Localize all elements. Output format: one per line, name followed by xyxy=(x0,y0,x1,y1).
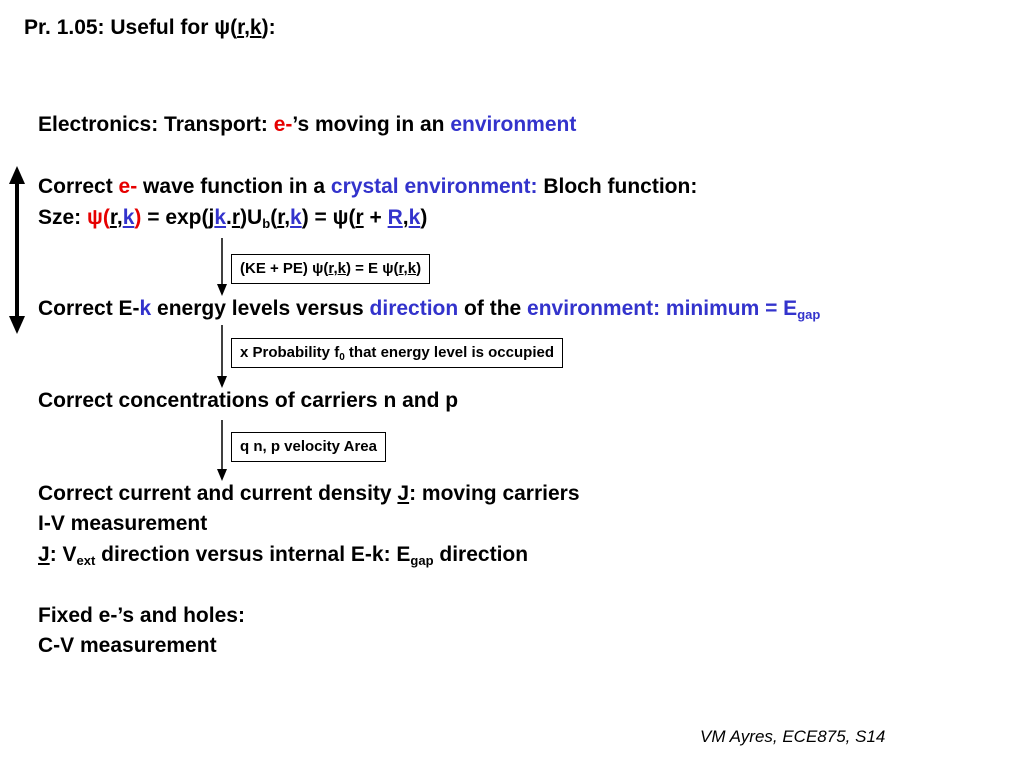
psi-symbol: ψ xyxy=(214,16,231,39)
ek-line: Correct E-k energy levels versus direction of the environment: minimum = $E_{gap}$ xyxy=(38,297,821,322)
cv-line: C-V measurement xyxy=(38,634,217,657)
current-line: Correct current and current density J: moving carriers xyxy=(38,482,580,505)
schrodinger-box: (KE + PE) ψ(r,k) = E ψ(r,k) xyxy=(231,254,430,284)
probability-box: x Probability $f_0$ that energy level is occupied xyxy=(231,338,563,368)
concentrations-line: Correct concentrations of carriers n and p xyxy=(38,389,459,412)
bloch-line: Correct e- wave function in a crystal environment: Bloch function: xyxy=(38,175,698,198)
iv-line: I-V measurement xyxy=(38,512,208,535)
footer-credit: VM Ayres, ECE875, S14 xyxy=(700,727,886,746)
fixed-line: Fixed e-’s and holes: xyxy=(38,604,245,627)
double-arrow-icon xyxy=(9,166,25,334)
velocity-box: q n, p velocity Area xyxy=(231,432,386,462)
transport-line: Electronics: Transport: e-’s moving in an environment xyxy=(38,113,577,136)
sze-equation: Sze: $\psi(r,k) = \exp(jk.r)U_b(r,k) = \psi(r + R,k)$ xyxy=(38,206,428,231)
page-title: Pr. 1.05: Useful for ψ(r,k): xyxy=(24,16,276,39)
j-direction-line: J: $V_{ext}$ direction versus internal E-k: $E_{gap}$ direction xyxy=(38,543,529,568)
